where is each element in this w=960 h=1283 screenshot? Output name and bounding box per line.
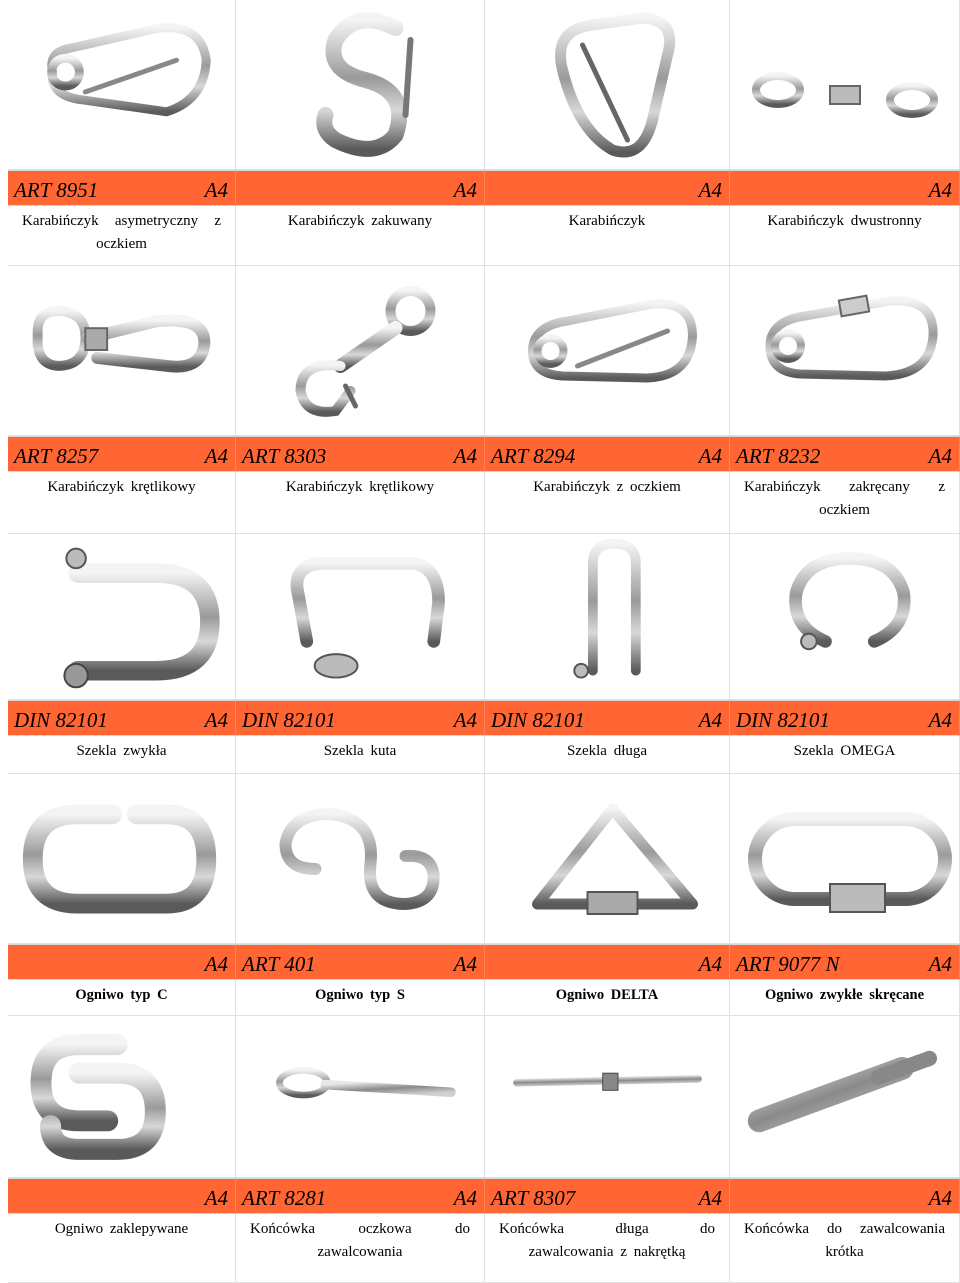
steel-grade: A4 <box>698 444 722 468</box>
product-header-bar <box>236 700 485 736</box>
product-image <box>8 0 236 170</box>
product-header-bar <box>485 170 730 206</box>
steel-grade: A4 <box>928 1186 952 1210</box>
c-link-icon <box>8 774 236 944</box>
double-ended-snap-icon <box>730 0 960 170</box>
product-image <box>8 774 236 944</box>
product-description: Karabińczyk zakręcany z oczkiem <box>730 472 960 534</box>
product-description: Karabińczyk asymetryczny z oczkiem <box>8 206 236 266</box>
steel-grade: A4 <box>928 178 952 202</box>
article-code: DIN 82101 <box>14 708 108 732</box>
product-catalog-grid <box>8 0 960 1283</box>
s-hook-icon <box>236 774 485 944</box>
d-shackle-icon <box>8 534 236 700</box>
product-description: Ogniwo typ S <box>236 980 485 1016</box>
carabiner-icon <box>485 0 730 170</box>
article-code: DIN 82101 <box>242 708 336 732</box>
product-description: Karabińczyk dwustronny <box>730 206 960 266</box>
article-code: DIN 82101 <box>491 708 585 732</box>
product-description: Końcówka do zawalcowania krótka <box>730 1214 960 1283</box>
product-header-bar <box>8 700 236 736</box>
product-header-bar <box>730 700 960 736</box>
steel-grade: A4 <box>928 952 952 976</box>
product-image <box>8 1016 236 1178</box>
product-header-bar <box>485 944 730 980</box>
article-code: ART 8307 <box>491 1186 576 1210</box>
steel-grade: A4 <box>204 178 228 202</box>
steel-grade: A4 <box>204 952 228 976</box>
product-image <box>730 0 960 170</box>
short-swage-terminal-icon <box>730 1016 960 1178</box>
product-description: Ogniwo zwykłe skręcane <box>730 980 960 1016</box>
product-description: Karabińczyk <box>485 206 730 266</box>
steel-grade: A4 <box>698 178 722 202</box>
article-code: ART 8294 <box>491 444 576 468</box>
product-description: Szekla zwykła <box>8 736 236 774</box>
product-header-bar <box>485 436 730 472</box>
product-header-bar <box>8 436 236 472</box>
product-description: Karabińczyk zakuwany <box>236 206 485 266</box>
long-swage-terminal-icon <box>485 1016 730 1178</box>
steel-grade: A4 <box>928 708 952 732</box>
product-header-bar <box>236 436 485 472</box>
product-description: Ogniwo typ C <box>8 980 236 1016</box>
product-description: Karabińczyk krętlikowy <box>8 472 236 534</box>
steel-grade: A4 <box>453 952 477 976</box>
product-image <box>236 534 485 700</box>
article-code: ART 9077 N <box>736 952 840 976</box>
product-header-bar <box>730 944 960 980</box>
product-header-bar <box>730 170 960 206</box>
product-image <box>236 1016 485 1178</box>
article-code: DIN 82101 <box>736 708 830 732</box>
steel-grade: A4 <box>698 708 722 732</box>
product-header-bar <box>8 1178 236 1214</box>
product-image <box>236 0 485 170</box>
steel-grade: A4 <box>204 708 228 732</box>
product-description: Szekla OMEGA <box>730 736 960 774</box>
product-header-bar <box>8 944 236 980</box>
steel-grade: A4 <box>453 178 477 202</box>
product-description: Końcówka długa do zawalcowania z nakrętką <box>485 1214 730 1283</box>
steel-grade: A4 <box>453 708 477 732</box>
product-image <box>730 774 960 944</box>
product-image <box>236 266 485 436</box>
product-image <box>730 266 960 436</box>
swivel-snap-hook-icon <box>8 266 236 436</box>
product-header-bar <box>236 1178 485 1214</box>
product-image <box>485 1016 730 1178</box>
steel-grade: A4 <box>453 444 477 468</box>
article-code: ART 8951 <box>14 178 99 202</box>
steel-grade: A4 <box>928 444 952 468</box>
forged-shackle-icon <box>236 534 485 700</box>
asymmetric-snap-hook-icon <box>8 0 236 170</box>
product-header-bar <box>236 170 485 206</box>
product-image <box>8 266 236 436</box>
product-header-bar <box>8 170 236 206</box>
steel-grade: A4 <box>453 1186 477 1210</box>
steel-grade: A4 <box>698 952 722 976</box>
article-code: ART 8232 <box>736 444 821 468</box>
product-image <box>730 1016 960 1178</box>
steel-grade: A4 <box>204 444 228 468</box>
article-code: ART 401 <box>242 952 316 976</box>
product-image <box>8 534 236 700</box>
product-description: Ogniwo DELTA <box>485 980 730 1016</box>
product-description: Karabińczyk krętlikowy <box>236 472 485 534</box>
product-image <box>485 774 730 944</box>
product-image <box>236 774 485 944</box>
forged-s-hook-icon <box>236 0 485 170</box>
product-image <box>485 266 730 436</box>
product-header-bar <box>730 436 960 472</box>
screw-lock-snap-hook-icon <box>730 266 960 436</box>
product-header-bar <box>236 944 485 980</box>
article-code: ART 8257 <box>14 444 99 468</box>
product-image <box>485 0 730 170</box>
swivel-bolt-snap-icon <box>236 266 485 436</box>
product-image <box>485 534 730 700</box>
riveted-link-icon <box>8 1016 236 1178</box>
product-header-bar <box>485 1178 730 1214</box>
article-code: ART 8303 <box>242 444 327 468</box>
delta-link-icon <box>485 774 730 944</box>
product-image <box>730 534 960 700</box>
product-header-bar <box>485 700 730 736</box>
product-description: Szekla długa <box>485 736 730 774</box>
steel-grade: A4 <box>698 1186 722 1210</box>
swage-eye-terminal-icon <box>236 1016 485 1178</box>
product-description: Końcówka oczkowa do zawalcowania <box>236 1214 485 1283</box>
product-description: Ogniwo zaklepywane <box>8 1214 236 1283</box>
product-description: Karabińczyk z oczkiem <box>485 472 730 534</box>
quick-link-icon <box>730 774 960 944</box>
product-description: Szekla kuta <box>236 736 485 774</box>
eye-snap-hook-icon <box>485 266 730 436</box>
article-code: ART 8281 <box>242 1186 327 1210</box>
product-header-bar <box>730 1178 960 1214</box>
steel-grade: A4 <box>204 1186 228 1210</box>
long-shackle-icon <box>485 534 730 700</box>
omega-shackle-icon <box>730 534 960 700</box>
